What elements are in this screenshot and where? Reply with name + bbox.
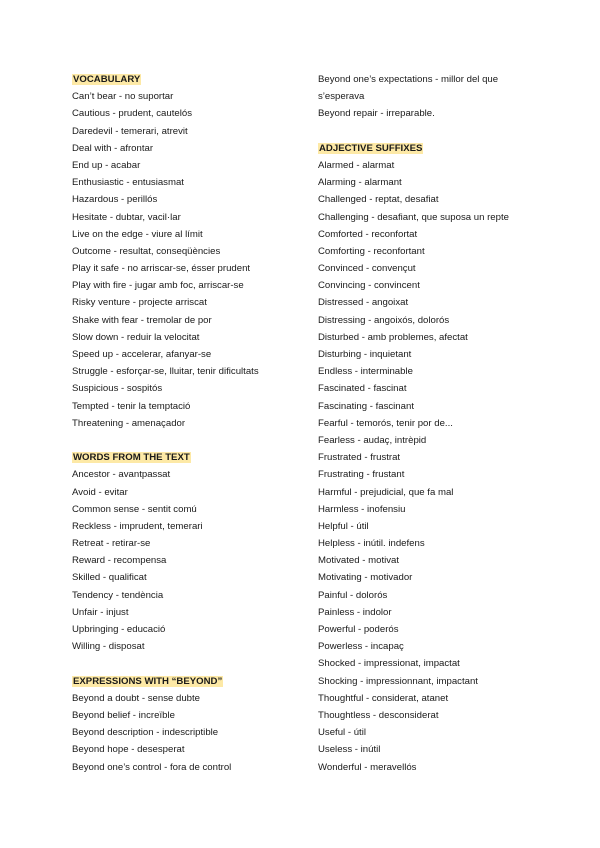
vocab-entry: Risky venture - projecte arriscat <box>72 297 207 309</box>
vocab-entry: Wonderful - meravellós <box>318 761 417 773</box>
vocab-entry: Challenging - desafiant, que suposa un repte <box>318 211 509 223</box>
vocab-entry: Disturbing - inquietant <box>318 349 412 360</box>
vocab-entry: Tempted - tenir la temptació <box>72 400 191 412</box>
vocab-entry: Enthusiastic - entusiasmat <box>72 177 184 189</box>
vocab-entry: Beyond hope - desesperat <box>72 744 185 756</box>
vocab-entry: Convincing - convincent <box>318 280 420 292</box>
vocab-entry: Harmful - prejudicial, que fa mal <box>318 486 454 498</box>
vocab-entry: Hesitate - dubtar, vacil·lar <box>72 211 181 223</box>
vocab-entry: Shocked - impressionat, impactat <box>318 658 460 670</box>
vocab-entry: Willing - disposat <box>72 641 145 653</box>
vocab-entry: Fascinating - fascinant <box>318 400 414 412</box>
vocab-entry: Suspicious - sospitós <box>72 383 163 395</box>
vocab-entry: Retreat - retirar-se <box>72 538 151 550</box>
vocab-entry: Fascinated - fascinat <box>318 383 407 395</box>
vocab-entry: Motivating - motivador <box>318 572 413 584</box>
vocab-entry: Shake with fear - tremolar de por <box>72 314 212 326</box>
vocab-entry: Common sense - sentit comú <box>72 503 197 515</box>
vocab-entry: Powerless - incapaç <box>318 641 404 653</box>
vocab-entry: Distressed - angoixat <box>318 297 409 309</box>
vocab-entry: Hazardous - perillós <box>72 194 158 206</box>
vocab-entry: Beyond a doubt - sense dubte <box>72 692 201 704</box>
vocab-entry: Beyond one’s expectations - millor del que <box>318 74 499 85</box>
right-column <box>318 71 578 776</box>
vocab-entry: Fearful - temorós, tenir por de... <box>318 417 453 429</box>
vocab-entry: Painless - indolor <box>318 606 392 618</box>
vocab-entry: Beyond one’s control - fora de control <box>72 761 232 773</box>
vocab-entry: Skilled - qualificat <box>72 572 147 584</box>
section-heading-adjective-suffixes <box>318 140 578 157</box>
vocab-entry: Distressing - angoixós, dolorós <box>318 314 450 326</box>
vocab-entry: Ancestor - avantpassat <box>72 469 171 481</box>
vocab-entry: Shocking - impressionnant, impactant <box>318 675 478 687</box>
section-heading-label: WORDS FROM THE TEXT <box>73 452 190 464</box>
vocab-entry: Play with fire - jugar amb foc, arriscar-se <box>72 280 244 292</box>
vocab-entry: Disturbed - amb problemes, afectat <box>318 331 468 343</box>
vocab-entry: Alarming - alarmant <box>318 177 402 189</box>
vocab-entry: Painful - dolorós <box>318 589 388 601</box>
vocab-entry: Comforted - reconfortat <box>318 228 418 240</box>
section-heading-label: EXPRESSIONS WITH “BEYOND” <box>73 675 223 687</box>
left-column <box>72 71 322 776</box>
vocab-entry: Beyond description - indescriptible <box>72 727 219 739</box>
vocab-entry: Slow down - reduir la velocitat <box>72 331 200 343</box>
vocab-entry: Reckless - imprudent, temerari <box>72 520 203 532</box>
vocab-entry: Powerful - poderós <box>318 624 399 635</box>
vocab-entry: Fearless - audaç, intrèpid <box>318 434 427 446</box>
vocab-entry: Can’t bear - no suportar <box>72 91 174 103</box>
section-heading-label: VOCABULARY <box>73 74 141 85</box>
vocab-entry: Challenged - reptat, desafiat <box>318 194 439 206</box>
vocab-entry: Beyond repair - irreparable. <box>318 108 435 120</box>
vocab-entry: Comforting - reconfortant <box>318 245 425 257</box>
vocab-entry: End up - acabar <box>72 159 141 171</box>
vocab-entry: Thoughtless - desconsiderat <box>318 709 439 721</box>
vocab-entry: Helpless - inútil. indefens <box>318 538 425 550</box>
vocab-entry: Helpful - útil <box>318 520 369 532</box>
vocab-entry: Reward - recompensa <box>72 555 167 567</box>
vocab-entry: Live on the edge - viure al límit <box>72 228 203 240</box>
vocab-entry: Alarmed - alarmat <box>318 159 395 171</box>
vocab-entry: Deal with - afrontar <box>72 142 154 154</box>
section-heading-expressions-with-beyond <box>72 673 322 690</box>
vocab-entry: Upbringing - educació <box>72 624 166 635</box>
section-spacer <box>72 432 322 449</box>
vocab-entry: Outcome - resultat, conseqüències <box>72 245 221 257</box>
section-spacer <box>318 123 578 140</box>
vocab-entry: Threatening - amenaçador <box>72 417 186 429</box>
vocab-entry: Daredevil - temerari, atrevit <box>72 125 188 137</box>
vocab-entry: Useless - inútil <box>318 744 381 756</box>
vocab-entry: Thoughtful - considerat, atanet <box>318 692 449 704</box>
vocab-entry: Convinced - convençut <box>318 263 416 275</box>
section-heading-vocabulary <box>72 71 322 88</box>
vocab-entry: Useful - útil <box>318 727 366 739</box>
vocab-entry: Cautious - prudent, cautelós <box>72 108 192 120</box>
section-spacer <box>72 655 322 672</box>
vocab-entry: Tendency - tendència <box>72 589 164 601</box>
vocab-entry: Beyond belief - increïble <box>72 709 175 721</box>
vocab-entry: Frustrating - frustant <box>318 469 405 481</box>
section-heading-label: ADJECTIVE SUFFIXES <box>319 142 423 154</box>
vocab-entry: s’esperava <box>318 91 365 103</box>
vocab-entry: Motivated - motivat <box>318 555 400 567</box>
vocab-entry: Play it safe - no arriscar-se, ésser prudent <box>72 263 251 275</box>
vocab-entry: Struggle - esforçar-se, lluitar, tenir dificultats <box>72 366 259 378</box>
vocab-entry: Avoid - evitar <box>72 486 128 498</box>
vocab-entry: Speed up - accelerar, afanyar-se <box>72 349 212 360</box>
vocab-entry: Unfair - injust <box>72 606 129 618</box>
vocab-entry: Harmless - inofensiu <box>318 503 406 515</box>
section-heading-words-from-the-text <box>72 449 322 466</box>
vocab-entry: Frustrated - frustrat <box>318 452 401 464</box>
vocab-entry: Endless - interminable <box>318 366 413 378</box>
